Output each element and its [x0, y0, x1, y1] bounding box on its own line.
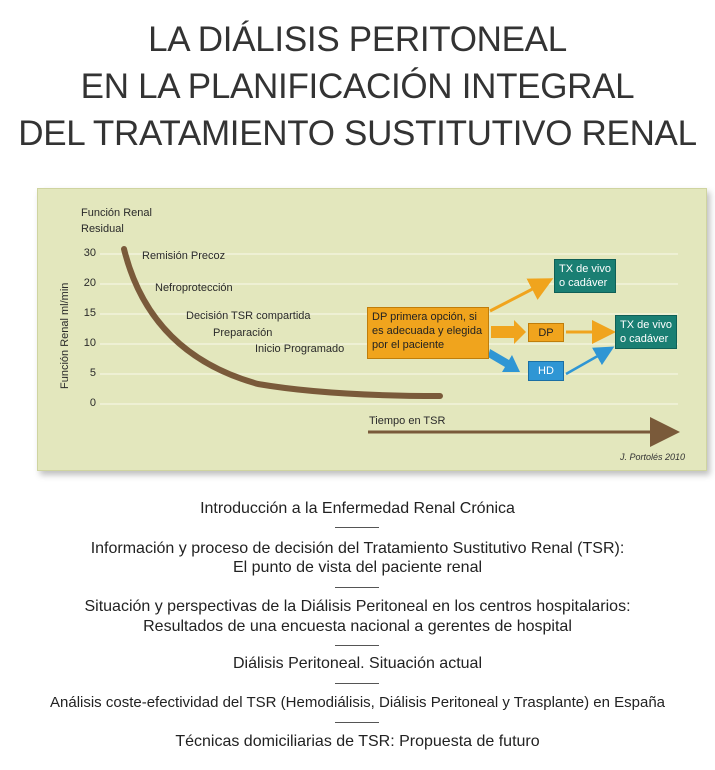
separator [335, 587, 379, 588]
box-dp: DP [528, 323, 564, 342]
y-axis-label: Función Renal ml/min [59, 282, 71, 389]
curve-label: Remisión Precoz [142, 250, 226, 262]
topic-3-line-2: Resultados de una encuesta nacional a gerentes de hospital [143, 618, 572, 635]
top-label-2: Residual [81, 223, 124, 235]
box-dp-first-option: DP primera opción, si es adecuada y elegida por el paciente [367, 307, 489, 359]
title-line-3: DEL TRATAMIENTO SUSTITUTIVO RENAL [18, 114, 697, 153]
arrow-to-tx-top [490, 281, 548, 311]
topic-6: Técnicas domiciliarias de TSR: Propuesta de futuro [175, 733, 540, 750]
topic-1: Introducción a la Enfermedad Renal Crónica [200, 500, 515, 517]
top-label-1: Función Renal [81, 207, 152, 219]
y-tick: 5 [89, 367, 96, 379]
y-tick: 20 [83, 277, 96, 289]
diagram-panel [37, 188, 707, 471]
arrow-to-dp [491, 320, 526, 344]
separator [335, 527, 379, 528]
topic-3-line-1: Situación y perspectivas de la Diálisis Peritoneal en los centros hospitalarios: [84, 598, 631, 615]
separator [335, 722, 379, 723]
title-line-1: LA DIÁLISIS PERITONEAL [148, 20, 567, 59]
y-tick: 0 [89, 397, 96, 409]
box-tx-right: TX de vivo o cadáver [615, 315, 677, 349]
topic-2-line-1: Información y proceso de decisión del Tratamiento Sustitutivo Renal (TSR): [90, 540, 625, 557]
separator [335, 683, 379, 684]
arrow-hd-to-tx [566, 349, 610, 374]
topic-2-line-2: El punto de vista del paciente renal [232, 559, 483, 576]
y-tick: 10 [83, 337, 96, 349]
separator [335, 645, 379, 646]
curve-label: Inicio Programado [255, 343, 345, 355]
curve-label: Nefroprotección [155, 282, 233, 294]
credit: J. Portolés 2010 [620, 452, 686, 462]
topic-4: Diálisis Peritoneal. Situación actual [232, 655, 482, 672]
arrow-to-hd [488, 349, 520, 372]
y-tick: 30 [83, 247, 96, 259]
page-title [0, 16, 715, 157]
y-tick: 15 [83, 307, 96, 319]
x-axis-label: Tiempo en TSR [369, 415, 446, 427]
topic-5: Análisis coste-efectividad del TSR (Hemodiálisis, Diálisis Peritoneal y Trasplante) en España [50, 694, 665, 711]
curve-label: Preparación [213, 327, 273, 339]
curve-label: Decisión TSR compartida [186, 310, 311, 322]
box-tx-top: TX de vivo o cadáver [554, 259, 616, 293]
title-line-2: EN LA PLANIFICACIÓN INTEGRAL [80, 67, 635, 106]
box-hd: HD [528, 361, 564, 381]
